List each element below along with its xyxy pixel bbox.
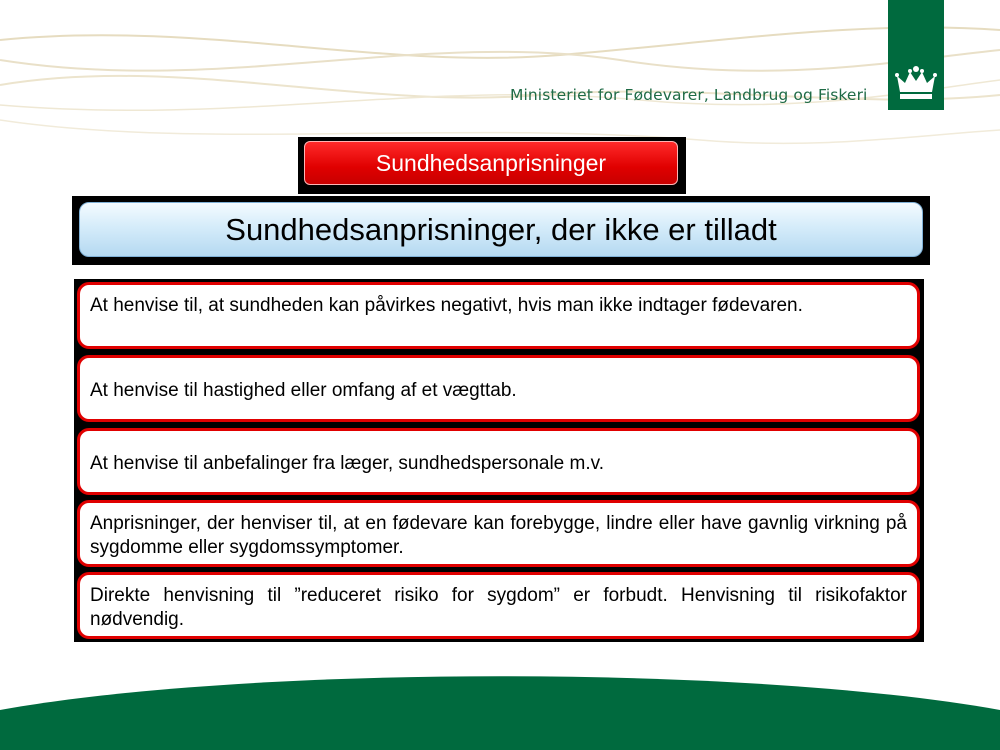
ministry-name: Ministeriet for Fødevarer, Landbrug og Fiskeri	[510, 86, 868, 104]
claims-list	[74, 279, 924, 642]
crown-icon	[894, 64, 938, 104]
title-bar	[72, 196, 930, 265]
footer-band	[0, 640, 1000, 750]
list-item: Anprisninger, der henviser til, at en fødevare kan forebygge, lindre eller have gavnlig virkning på sygdomme eller sygdomssymptomer.	[77, 500, 920, 567]
list-item: At henvise til, at sundheden kan påvirkes negativt, hvis man ikke indtager fødevaren.	[77, 282, 920, 349]
sub-header-bar	[298, 137, 686, 194]
list-item: At henvise til anbefalinger fra læger, sundhedspersonale m.v.	[77, 428, 920, 495]
page-title: Sundhedsanprisninger, der ikke er tilladt	[79, 202, 923, 257]
ministry-logo	[888, 0, 944, 110]
decorative-wave-lines	[0, 0, 1000, 160]
list-item: Direkte henvisning til ”reduceret risiko for sygdom” er forbudt. Henvisning til risikofaktor nødvendig.	[77, 572, 920, 639]
sub-header-label: Sundhedsanprisninger	[304, 141, 678, 185]
list-item: At henvise til hastighed eller omfang af et vægttab.	[77, 355, 920, 422]
